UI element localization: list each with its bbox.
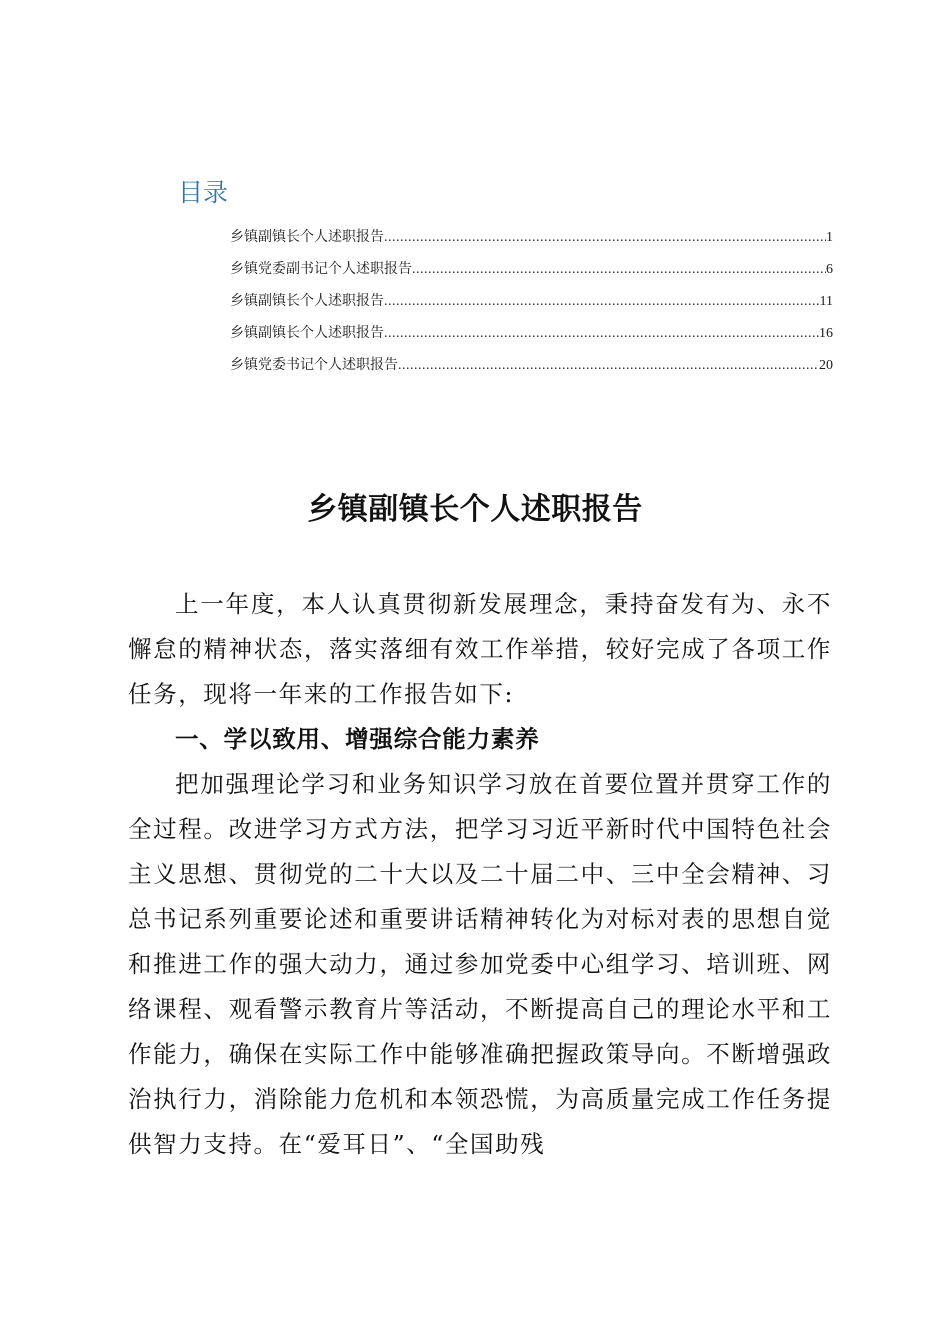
- toc-entry-title: 乡镇副镇长个人述职报告: [230, 293, 384, 309]
- toc-entry-title: 乡镇副镇长个人述职报告: [230, 325, 384, 341]
- toc-entry[interactable]: [230, 226, 833, 258]
- toc-entry-page: 6: [826, 262, 833, 277]
- section-heading: 一、学以致用、增强综合能力素养: [175, 725, 540, 753]
- toc-leader-dots: [384, 326, 819, 342]
- document-title: 乡镇副镇长个人述职报告: [307, 492, 643, 527]
- toc-entry[interactable]: [230, 354, 833, 386]
- toc-leader-dots: [384, 230, 826, 246]
- document-body: [128, 582, 832, 1167]
- toc-entry-page: 16: [819, 326, 833, 341]
- table-of-contents: [230, 226, 833, 386]
- toc-leader-dots: [398, 358, 819, 374]
- toc-title: 目录: [178, 178, 229, 207]
- section-paragraph: 把加强理论学习和业务知识学习放在首要位置并贯穿工作的全过程。改进学习方式方法，把学习习近平新时代中国特色社会主义思想、贯彻党的二十大以及二十届二中、三中全会精神、习总书记系列重要论述和重要讲话精神转化为对标对表的思想自觉和推进工作的强大动力，通过参加党委中心组学习、培训班、网络课程、观看警示教育片等活动，不断提高自己的理论水平和工作能力，确保在实际工作中能够准确把握政策导向。不断增强政治执行力，消除能力危机和本领恐慌，为高质量完成工作任务提供智力支持。在“爱耳日”、“全国助残: [128, 770, 832, 1158]
- toc-entry-page: 11: [819, 294, 833, 309]
- toc-leader-dots: [384, 294, 820, 310]
- toc-entry[interactable]: [230, 290, 833, 322]
- toc-entry[interactable]: [230, 258, 833, 290]
- toc-entry[interactable]: [230, 322, 833, 354]
- toc-leader-dots: [412, 262, 826, 278]
- toc-entry-page: 1: [826, 230, 833, 245]
- toc-entry-title: 乡镇党委副书记个人述职报告: [230, 261, 412, 277]
- toc-entry-page: 20: [819, 358, 833, 373]
- intro-paragraph: 上一年度，本人认真贯彻新发展理念，秉持奋发有为、永不懈怠的精神状态，落实落细有效工作举措，较好完成了各项工作任务，现将一年来的工作报告如下:: [128, 590, 832, 708]
- toc-entry-title: 乡镇党委书记个人述职报告: [230, 357, 398, 373]
- toc-entry-title: 乡镇副镇长个人述职报告: [230, 229, 384, 245]
